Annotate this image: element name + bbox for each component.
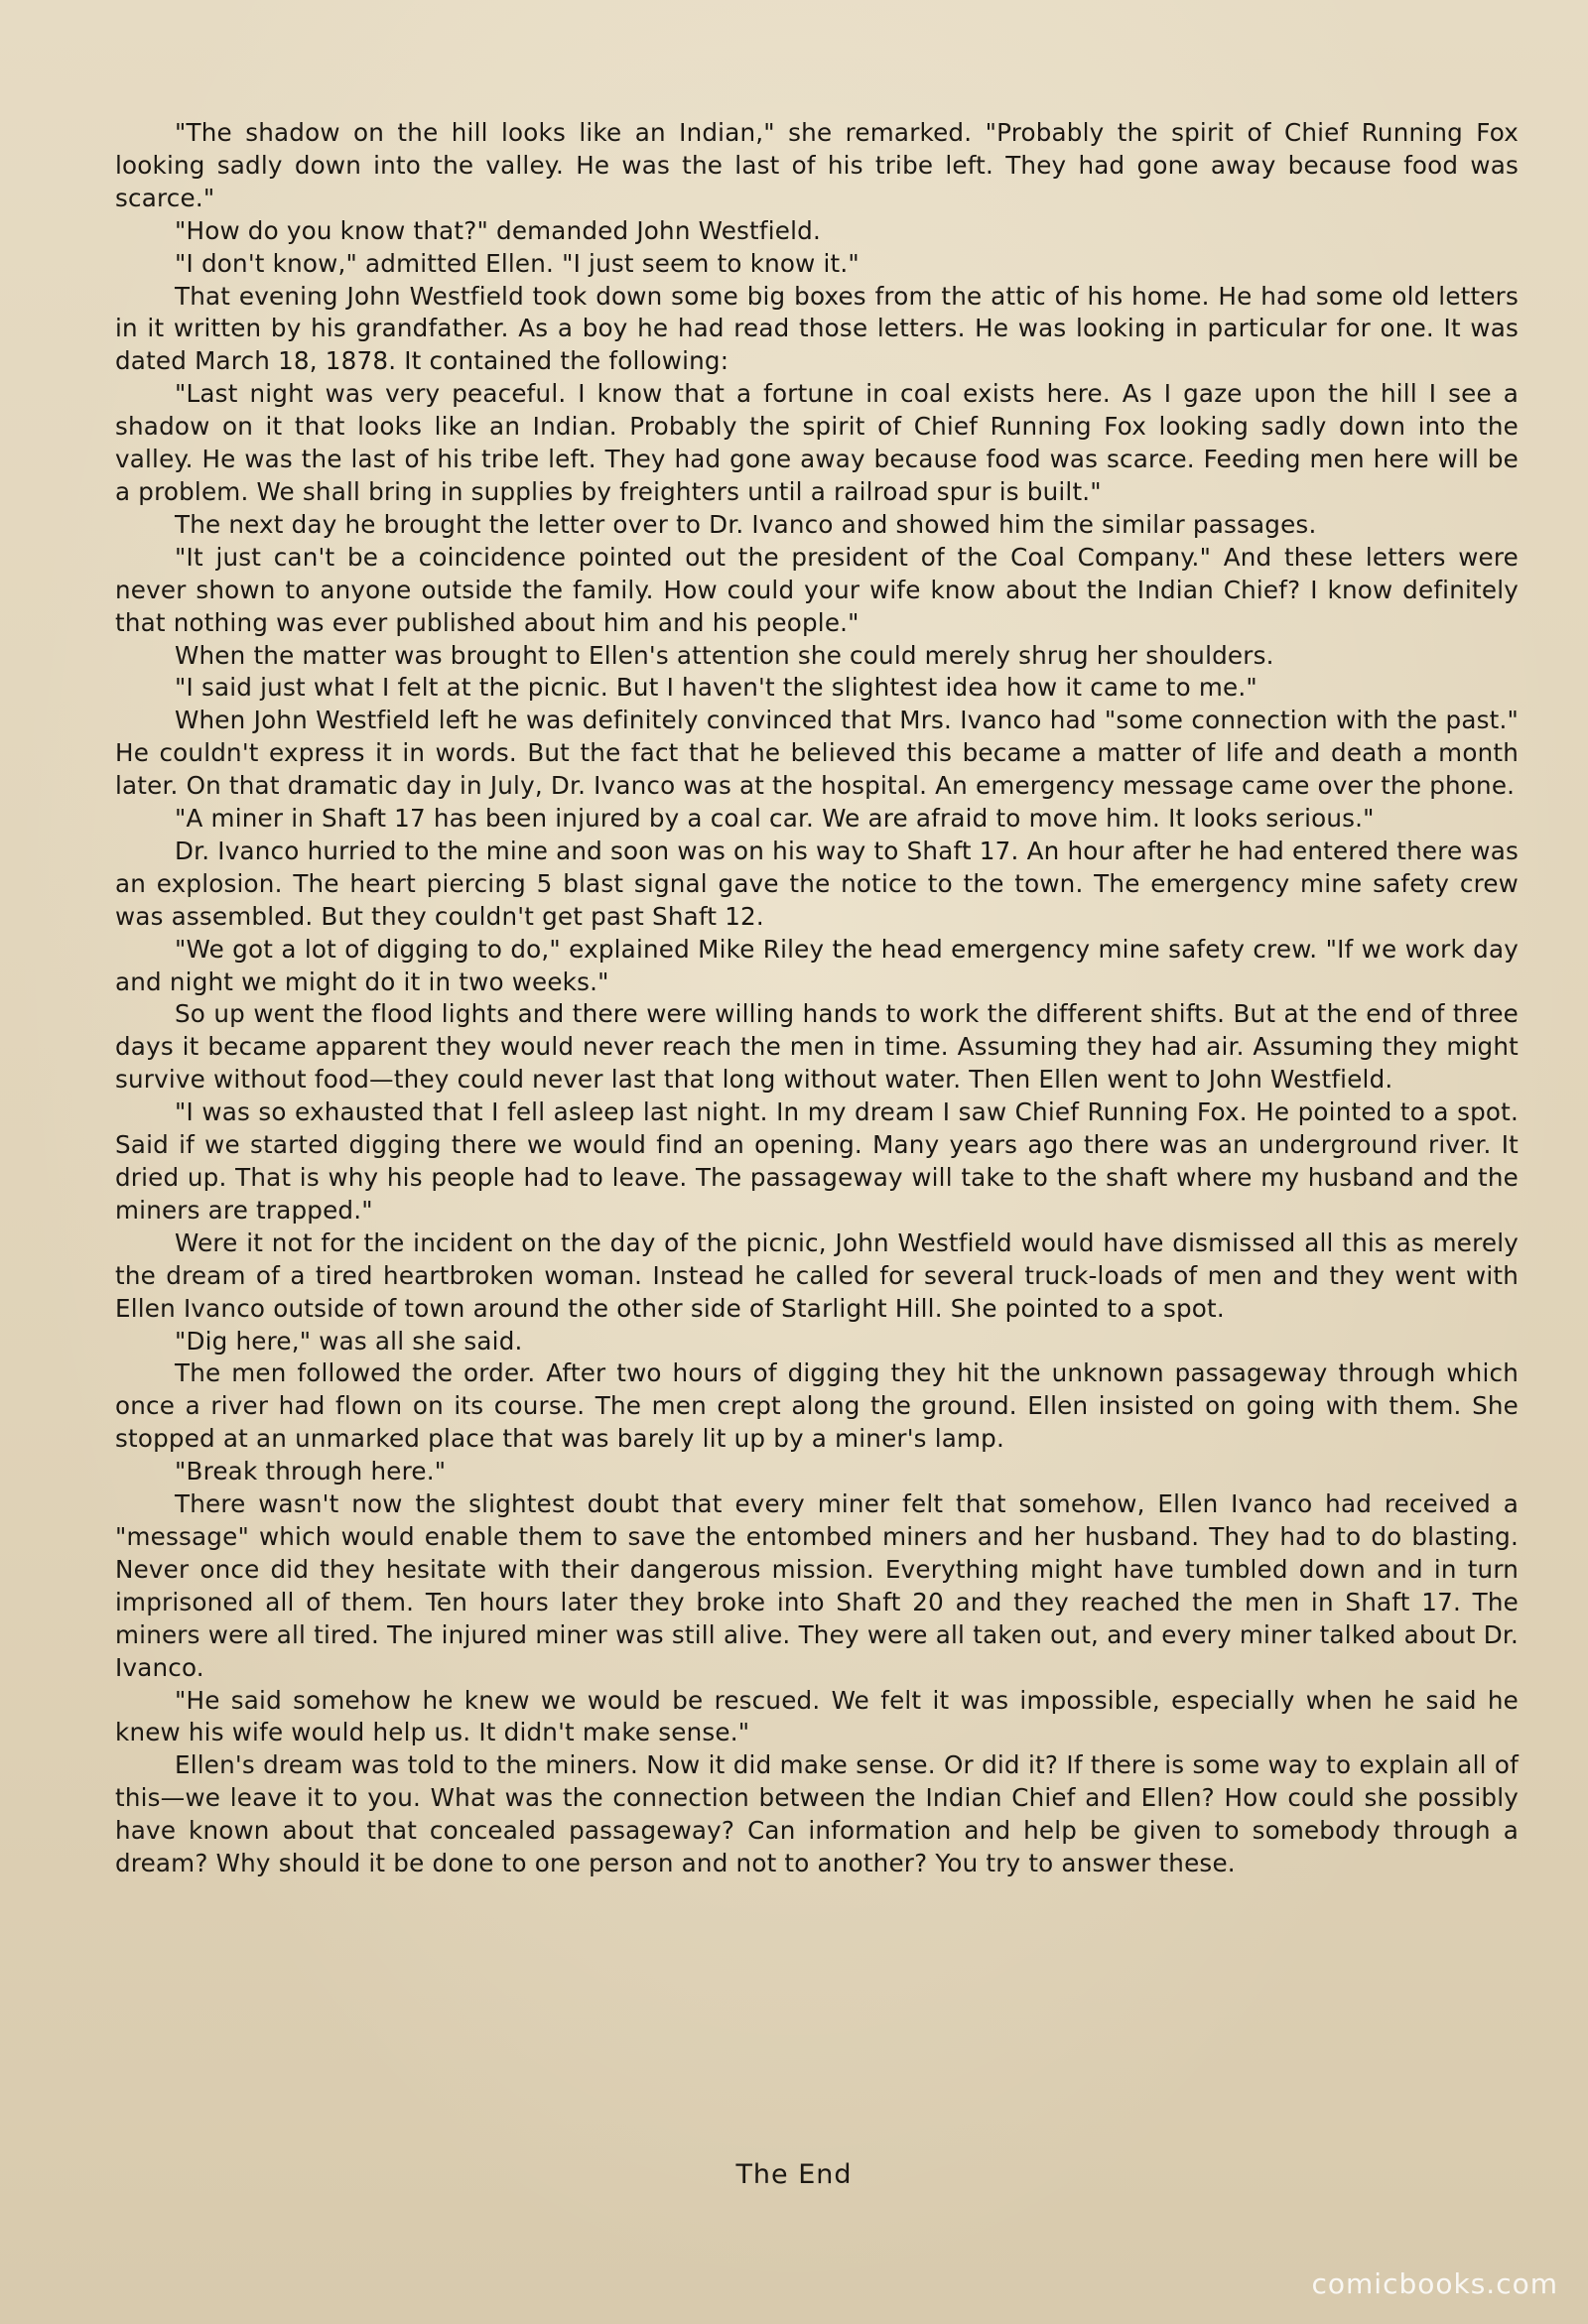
- story-paragraph: When the matter was brought to Ellen's attention she could merely shrug her shoulders.: [175, 640, 1274, 670]
- the-end-label: The End: [735, 2159, 853, 2190]
- story-paragraph: "How do you know that?" demanded John Westfield.: [175, 215, 821, 245]
- story-paragraph: Ellen's dream was told to the miners. Now it did make sense. Or did it? If there is some way to explain all of this—we leave it to you. What was the connection between the Indian Chief and Ellen? How could she possibly have known about that concealed passageway? Can information and help be given to somebody through a dream? Why should it be done to one person and not to another? You try to answer these.: [115, 1750, 1519, 1878]
- story-text-column: [115, 117, 1519, 1880]
- site-watermark: comicbooks.com: [1311, 2267, 1558, 2300]
- story-paragraph: The men followed the order. After two hours of digging they hit the unknown passageway through which once a river had flown on its course. The men crept along the ground. Ellen insisted on going with them. She stopped at an unmarked place that was barely lit up by a miner's lamp.: [115, 1358, 1519, 1454]
- story-paragraph: "The shadow on the hill looks like an Indian," she remarked. "Probably the spirit of Chief Running Fox looking sadly down into the valley. He was the last of his tribe left. They had gone away because food was scarce.": [115, 118, 1519, 212]
- story-paragraph: That evening John Westfield took down some big boxes from the attic of his home. He had some old letters in it written by his grandfather. As a boy he had read those letters. He was looking in particular for one. It was dated March 18, 1878. It contained the following:: [115, 281, 1519, 376]
- story-paragraph: There wasn't now the slightest doubt that every miner felt that somehow, Ellen Ivanco had received a "message" which would enable them to save the entombed miners and her husband. They had to do blasting. Never once did they hesitate with their dangerous mission. Everything might have tumbled down and in turn imprisoned all of them. Ten hours later they broke into Shaft 20 and they reached the men in Shaft 17. The miners were all tired. The injured miner was still alive. They were all taken out, and every miner talked about Dr. Ivanco.: [115, 1489, 1519, 1682]
- story-paragraph: "A miner in Shaft 17 has been injured by a coal car. We are afraid to move him. It looks serious.": [175, 804, 1375, 834]
- story-paragraph: "It just can't be a coincidence pointed out the president of the Coal Company." And these letters were never shown to anyone outside the family. How could your wife know about the Indian Chief? I know definitely that nothing was ever published about him and his people.": [115, 542, 1519, 637]
- story-paragraph: Dr. Ivanco hurried to the mine and soon was on his way to Shaft 17. An hour after he had entered there was an explosion. The heart piercing 5 blast signal gave the notice to the town. The emergency mine safety crew was assembled. But they couldn't get past Shaft 12.: [115, 836, 1519, 931]
- story-paragraph: "I was so exhausted that I fell asleep last night. In my dream I saw Chief Running Fox. He pointed to a spot. Said if we started digging there we would find an opening. Many years ago there was an underground river. It dried up. That is why his people had to leave. The passageway will take to the shaft where my husband and the miners are trapped.": [115, 1097, 1519, 1225]
- story-paragraph: "Break through here.": [175, 1457, 447, 1486]
- story-paragraph: "Dig here," was all she said.: [175, 1326, 523, 1356]
- story-paragraph: So up went the flood lights and there were willing hands to work the different shifts. But at the end of three days it became apparent they would never reach the men in time. Assuming they had air. Assuming they might survive without food—they could never last that long without water. Then Ellen went to John Westfield.: [115, 999, 1519, 1095]
- story-paragraph: "He said somehow he knew we would be rescued. We felt it was impossible, especially when he said he knew his wife would help us. It didn't make sense.": [115, 1685, 1519, 1747]
- story-paragraph: The next day he brought the letter over to Dr. Ivanco and showed him the similar passages.: [175, 509, 1317, 539]
- story-paragraph: "I don't know," admitted Ellen. "I just seem to know it.": [175, 248, 860, 278]
- story-paragraph: "I said just what I felt at the picnic. But I haven't the slightest idea how it came to me.": [175, 673, 1257, 703]
- story-paragraph: Were it not for the incident on the day of the picnic, John Westfield would have dismissed all this as merely the dream of a tired heartbroken woman. Instead he called for several truck-loads of men and they went with Ellen Ivanco outside of town around the other side of Starlight Hill. She pointed to a spot.: [115, 1227, 1519, 1323]
- story-paragraph: "Last night was very peaceful. I know that a fortune in coal exists here. As I gaze upon the hill I see a shadow on it that looks like an Indian. Probably the spirit of Chief Running Fox looking sadly down into the valley. He was the last of his tribe left. They had gone away because food was scarce. Feeding men here will be a problem. We shall bring in supplies by freighters until a railroad spur is built.": [115, 379, 1519, 506]
- story-paragraph: "We got a lot of digging to do," explained Mike Riley the head emergency mine safety crew. "If we work day and night we might do it in two weeks.": [115, 934, 1519, 996]
- story-paragraph: When John Westfield left he was definitely convinced that Mrs. Ivanco had "some connection with the past." He couldn't express it in words. But the fact that he believed this became a matter of life and death a month later. On that dramatic day in July, Dr. Ivanco was at the hospital. An emergency message came over the phone.: [115, 706, 1519, 801]
